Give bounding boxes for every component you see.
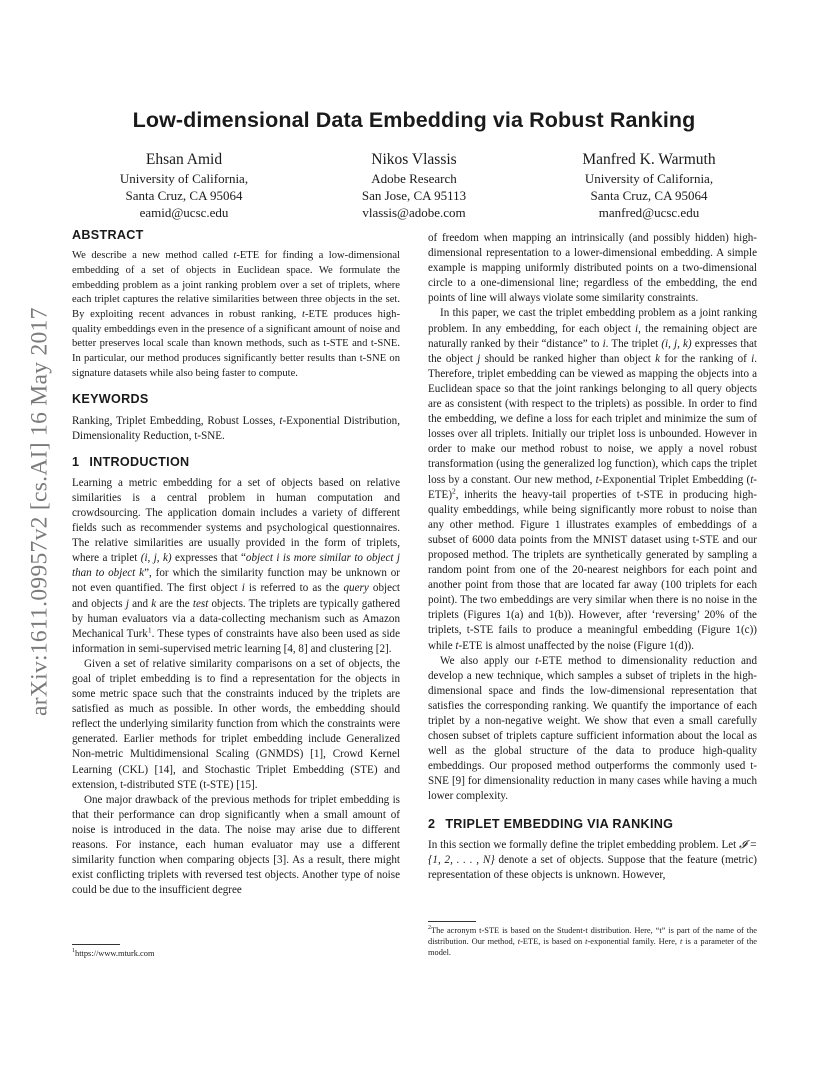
- author-address: Santa Cruz, CA 95064: [590, 188, 708, 203]
- author-address: Santa Cruz, CA 95064: [125, 188, 243, 203]
- footnote-rule: [72, 944, 120, 945]
- paragraph: Learning a metric embedding for a set of objects based on relative similarities is a central problem in human computation and crowdsourcing. The application domain includes a variety of different fields such as recommender systems and psychological questionnaires. The relative similarities are usually provided in the form of triplets, where a triplet (i, j, k) expresses that “object i is more similar to object j than to object k”, for which the similarity function may be unknown or not even quantified. The first object i is referred to as the query object and objects j and k are the test objects. The triplets are typically gathered by human evaluators via a data-collecting mechanism such as Amazon Mechanical Turk$^1$. These types of constraints have also been used as side information in semi-supervised metric learning [4, 8] and clustering [2].: [72, 476, 401, 655]
- author-email: vlassis@adobe.com: [362, 205, 466, 220]
- paragraph: of freedom when mapping an intrinsically (and possibly hidden) high-dimensional representation to a lower-dimensional embedding. A simple example is mapping uniformly distributed points on a two-dimensional circle to a one-dimensional line; regardless of the embedding, the end points of line will always violate some similarity constraints.: [428, 232, 757, 305]
- footnote-link[interactable]: https://www.mturk.com: [75, 949, 155, 958]
- paragraph: In this paper, we cast the triplet embedding problem as a joint ranking problem. In any embedding, for each object i, the remaining object are naturally ranked by their “distance” to i. The triplet (i, j, k) expresses that the object j should be ranked higher than object k for the ranking of i. Therefore, triplet embedding can be viewed as mapping the objects into a Euclidean space so that the joint rankings belonging to all query objects are as consistent (with respect to the triplets) as possible. In order to find the embedding, we define a loss for each triplet and minimize the sum of losses over all triplets. Initially our triplet loss is unbounded. However in order to make our method robust to noise, we apply a novel robust transformation (using the generalized log function), which caps the triplet loss by a constant. Our new method, t-Exponential Triplet Embedding $(t-ETE)^2$, inherits the heavy-tail properties of t-STE in producing high-quality embeddings, while being significantly more robust to noise than any other method. Figure 1 illustrates examples of embeddings of a subset of 6000 data points from the MNIST dataset using t-STE and our proposed method. The triplets are synthetically generated by sampling a random point from one of the 20-nearest neighbors for each point and another point from those that are located far away (100 triplets for each point). The two embeddings are very similar when there is no noise in the triplets (Figures 1(a) and 1(b)). However, after ‘reversing’ 20% of the triplets, t-STE fails to produce a meaningful embedding (Figure 1(c)) while t-ETE is almost unaffected by the noise (Figure 1(d)).: [428, 307, 758, 652]
- author-affiliation: Adobe Research: [371, 171, 457, 186]
- author-email: manfred@ucsc.edu: [598, 205, 700, 220]
- author-affiliation: University of California,: [584, 171, 714, 186]
- right-column: [428, 231, 757, 883]
- section-heading-triplet-embedding: 2 TRIPLET EMBEDDING VIA RANKING: [428, 816, 674, 831]
- paragraph: One major drawback of the previous methods for triplet embedding is that their performance can drop significantly when a small amount of noise is introduced in the data. The noise may arise due to different reasons. For instance, each human evaluator may use a different similarity function when comparing objects [3]. As a result, there might exist conflicting triplets with reversed test objects. Another type of noise could be due to the insufficient degree: [72, 793, 400, 897]
- paragraph: We also apply our t-ETE method to dimensionality reduction and develop a new technique, which samples a subset of triplets in the high-dimensional space and finds the low-dimensional representation that satisfies the corresponding ranking. We quantify the importance of each triplet by a non-negative weight. We show that even a small carefully chosen subset of triplets capture sufficient information about the local as well as the global structure of the data to produce high-quality embeddings. Our proposed method outperforms the commonly used t-SNE [9] for dimensionality reduction in many cases while having a much lower complexity.: [428, 654, 757, 803]
- author-affiliation: University of California,: [119, 171, 249, 186]
- author-address: San Jose, CA 95113: [361, 188, 467, 203]
- author-block: [64, 150, 764, 222]
- footnote-rule: [428, 921, 476, 922]
- footnote-1: $^1$https://www.mturk.com: [72, 948, 155, 958]
- footnote-marker: 1: [147, 625, 152, 635]
- footnote-marker: 2: [452, 485, 456, 495]
- paragraph: Given a set of relative similarity comparisons on a set of objects, the goal of triplet embedding is to find a representation for the objects in some metric space such that the constraints induced by the triplets are satisfied as much as possible. In other words, the embedding should reflect the underlying similarity function from which the constraints were generated. Earlier methods for triplet embedding include Generalized Non-metric Multidimensional Scaling (GNMDS) [1], Crowd Kernel Learning (CKL) [14], and Stochastic Triplet Embedding (STE) and extension, t-distributed STE (t-STE) [15].: [72, 657, 400, 791]
- section-heading-introduction: 1 INTRODUCTION: [72, 454, 190, 469]
- left-column: [72, 228, 400, 898]
- author-3: [544, 150, 754, 221]
- paper-title: Low-dimensional Data Embedding via Robust Ranking: [132, 108, 696, 132]
- author-email: eamid@ucsc.edu: [139, 205, 229, 220]
- author-name: Manfred K. Warmuth: [582, 151, 716, 168]
- author-name: Nikos Vlassis: [371, 151, 457, 168]
- arxiv-identifier: arXiv:1611.09957v2 [cs.AI] 16 May 2017: [26, 307, 53, 717]
- abstract-text: We describe a new method called t-ETE for finding a low-dimensional embedding of a set of objects in Euclidean space. We formulate the embedding problem as a joint ranking problem over a set of triplets, where each triplet captures the relative similarities between three objects in the set. By exploiting recent advances in robust ranking, t-ETE produces high-quality embeddings even in the presence of a significant amount of noise and better preserves local scale than known methods, such as t-STE and t-SNE. In particular, our method produces significantly better results than t-SNE on signature datasets while also being faster to compute.: [72, 250, 400, 379]
- keywords-heading: KEYWORDS: [72, 392, 149, 407]
- footnote-2: $^2$The acronym t-STE is based on the Student-t distribution. Here, “t” is part of the name of the distribution. Our method, t-ETE, is based on t-exponential family. Here, t is a parameter of the model.: [428, 925, 758, 957]
- abstract-heading: ABSTRACT: [72, 228, 144, 242]
- paragraph: In this section we formally define the triplet embedding problem. Let 𝓘 = {1, 2, . . . , N} denote a set of objects. Suppose that the feature (metric) representation of these objects is unknown. However,: [428, 838, 757, 881]
- keywords-text: Ranking, Triplet Embedding, Robust Losses, t-Exponential Distribution, Dimensionality Reduction, t-SNE.: [72, 414, 400, 442]
- author-2: [314, 150, 514, 221]
- author-name: Ehsan Amid: [145, 151, 223, 168]
- author-1: [84, 150, 284, 221]
